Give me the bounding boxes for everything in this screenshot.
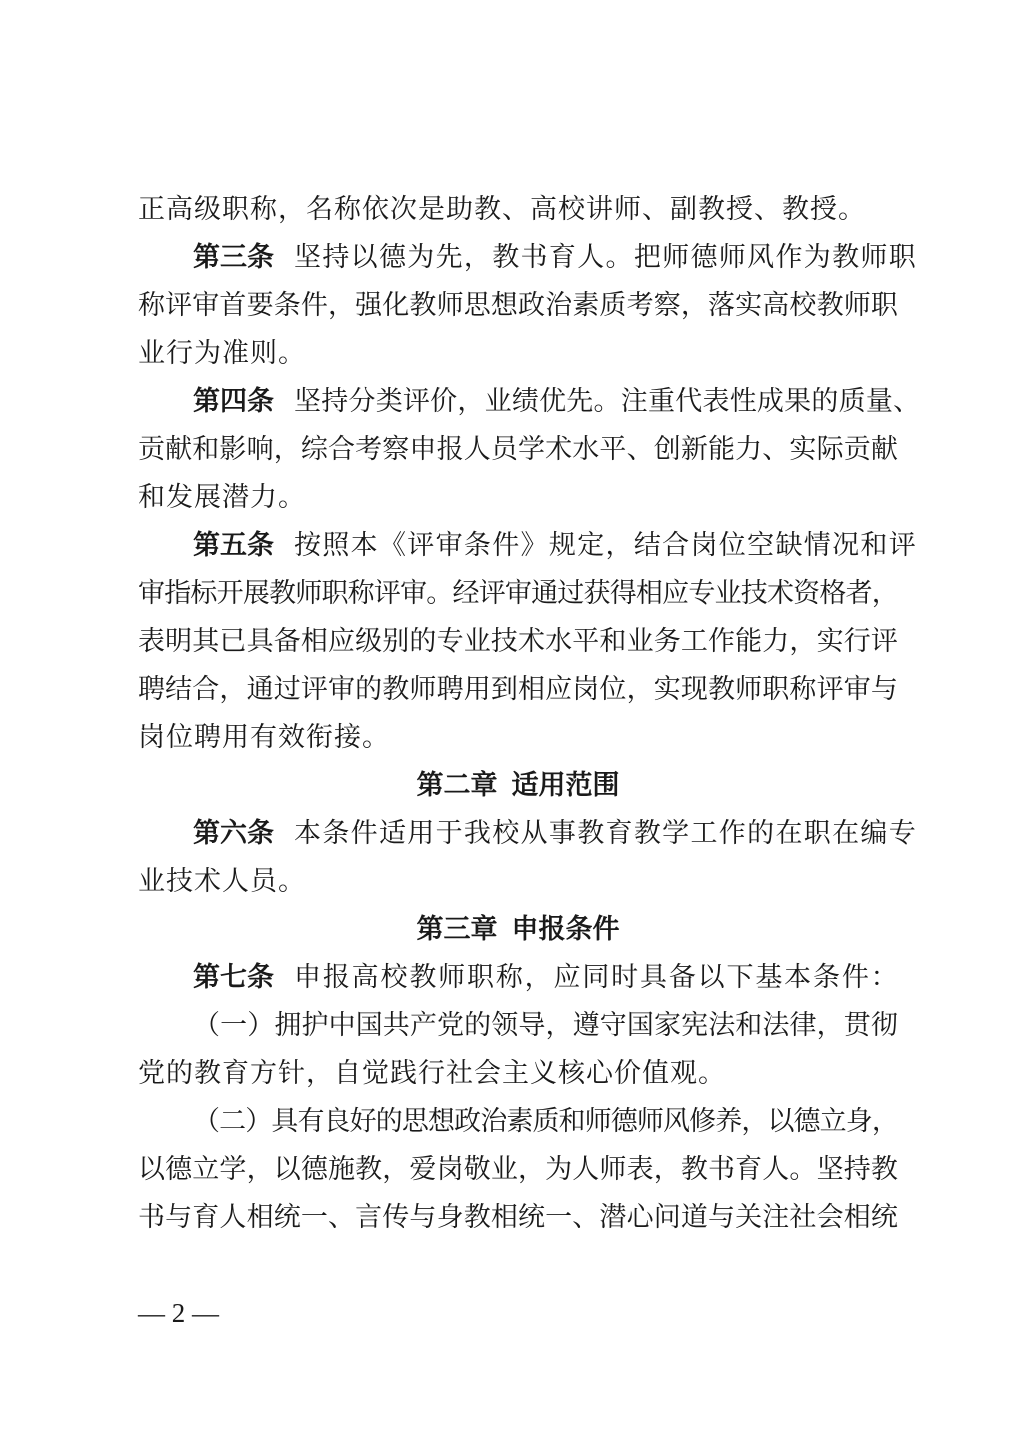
- article-number: 第五条: [193, 530, 274, 561]
- line-text: 申报高校教师职称，应同时具备以下基本条件：: [294, 962, 900, 993]
- line-text: 和发展潜力。: [138, 482, 306, 513]
- text-line: [138, 1098, 898, 1146]
- chapter-number: 第三章: [416, 914, 498, 945]
- text-line: [138, 1146, 898, 1194]
- text-line: [138, 426, 898, 474]
- text-line: [138, 186, 898, 234]
- document-body: [138, 186, 921, 1242]
- text-line: [138, 1002, 898, 1050]
- line-text: 坚持以德为先，教书育人。把师德师风作为教师职: [294, 242, 918, 273]
- line-text: 聘结合，通过评审的教师聘用到相应岗位，实现教师职称评审与: [138, 674, 898, 705]
- text-line: [138, 714, 898, 762]
- text-line: [138, 1050, 898, 1098]
- chapter-number: 第二章: [416, 770, 498, 801]
- chapter-heading: [138, 906, 898, 954]
- line-text: 书与育人相统一、言传与身教相统一、潜心问道与关注社会相统: [138, 1202, 898, 1233]
- text-line: [138, 234, 918, 282]
- text-line: [138, 954, 898, 1002]
- chapter-title: 适用范围: [511, 770, 620, 801]
- line-text: 正高级职称，名称依次是助教、高校讲师、副教授、教授。: [138, 194, 866, 225]
- text-line: [138, 474, 898, 522]
- article-number: 第三条: [193, 242, 274, 273]
- line-text: 按照本《评审条件》规定，结合岗位空缺情况和评: [294, 530, 918, 561]
- line-text: 表明其已具备相应级别的专业技术水平和业务工作能力，实行评: [138, 626, 898, 657]
- line-text: 党的教育方针，自觉践行社会主义核心价值观。: [138, 1058, 726, 1089]
- line-text: 审指标开展教师职称评审。经评审通过获得相应专业技术资格者，: [138, 578, 898, 609]
- line-text: （二）具有良好的思想政治素质和师德师风修养，以德立身，: [193, 1106, 898, 1137]
- line-text: 贡献和影响，综合考察申报人员学术水平、创新能力、实际贡献: [138, 434, 898, 465]
- text-line: [138, 282, 898, 330]
- text-line: [138, 330, 898, 378]
- text-line: [138, 522, 918, 570]
- article-number: 第六条: [193, 818, 274, 849]
- line-text: 业技术人员。: [138, 866, 306, 897]
- line-text: 业行为准则。: [138, 338, 306, 369]
- article-number: 第四条: [193, 386, 274, 417]
- line-text: 以德立学，以德施教，爱岗敬业，为人师表，教书育人。坚持教: [138, 1154, 898, 1185]
- text-line: [138, 570, 898, 618]
- line-text: （一）拥护中国共产党的领导，遵守国家宪法和法律，贯彻: [193, 1010, 898, 1041]
- text-line: [138, 618, 898, 666]
- text-line: [138, 1194, 898, 1242]
- page-number: — 2 —: [138, 1298, 219, 1328]
- text-line: [138, 666, 898, 714]
- line-text: 岗位聘用有效衔接。: [138, 722, 390, 753]
- article-number: 第七条: [193, 962, 274, 993]
- text-line: [138, 378, 921, 426]
- line-text: 本条件适用于我校从事教育教学工作的在职在编专: [294, 818, 918, 849]
- text-line: [138, 858, 898, 906]
- chapter-heading: [138, 762, 898, 810]
- chapter-title: 申报条件: [511, 914, 620, 945]
- line-text: 称评审首要条件，强化教师思想政治素质考察，落实高校教师职: [138, 290, 898, 321]
- text-line: [138, 810, 918, 858]
- line-text: 坚持分类评价，业绩优先。注重代表性成果的质量、: [294, 386, 921, 417]
